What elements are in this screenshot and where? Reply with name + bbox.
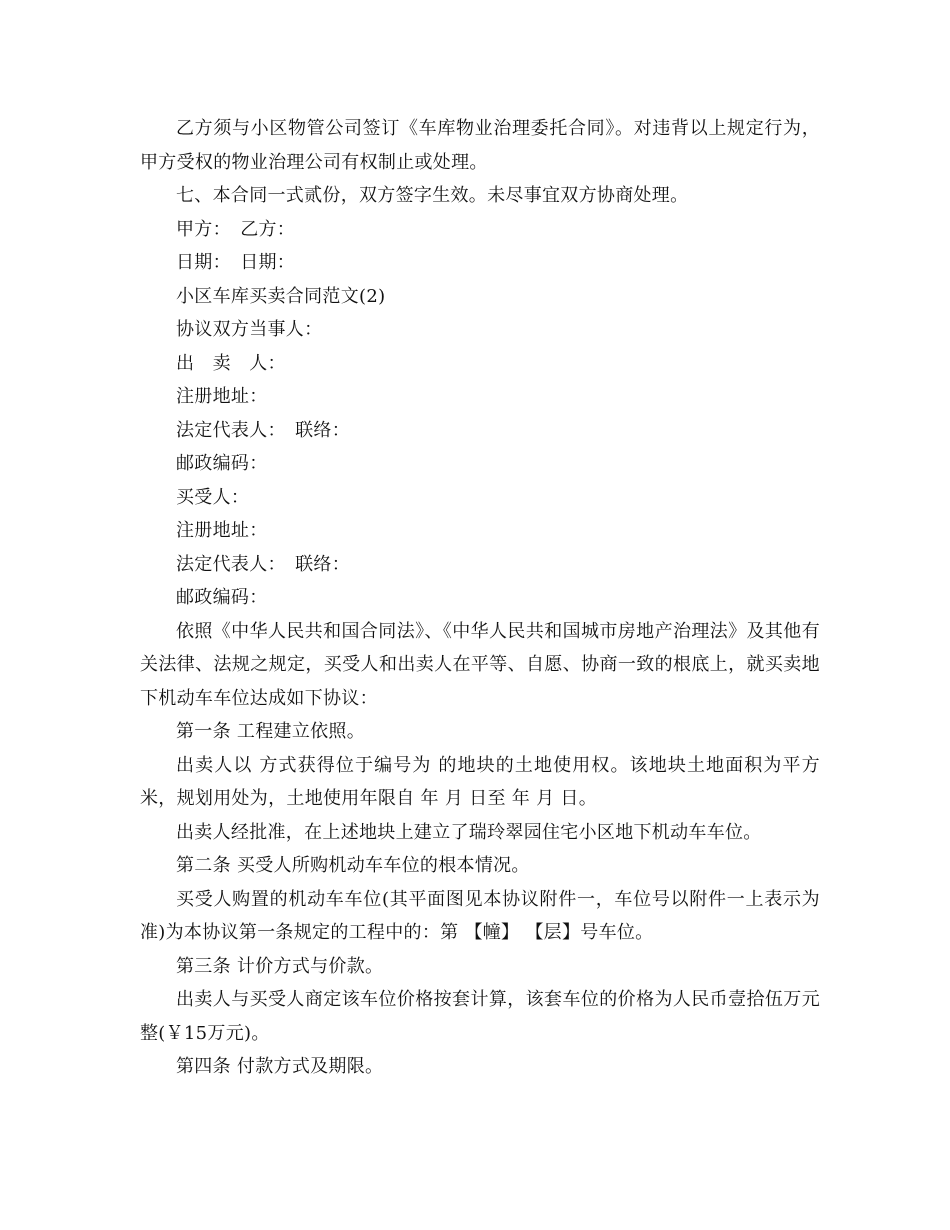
paragraph-3: 甲方： 乙方： [176, 218, 296, 240]
paragraph-20: 买受人购置的机动车车位(其平面图见本协议附件一，车位号以附件一上表示为准)为本协议第一条规定的工程中的：第 【幢】 【层】号车位。 [140, 888, 820, 943]
paragraph-21: 第三条 计价方式与价款。 [176, 955, 384, 977]
paragraph-15: 依照《中华人民共和国合同法》、《中华人民共和国城市房地产治理法》及其他有关法律、法规之规定，买受人和出卖人在平等、自愿、协商一致的根底上，就买卖地下机动车车位达成如下协议： [140, 620, 820, 709]
paragraph-9: 法定代表人： 联络： [176, 419, 350, 441]
paragraph-12: 注册地址： [176, 520, 268, 541]
paragraph-16: 第一条 工程建立依照。 [176, 721, 366, 742]
paragraph-8: 注册地址： [176, 386, 268, 407]
paragraph-11: 买受人： [176, 486, 250, 508]
paragraph-18: 出卖人经批准，在上述地块上建立了瑞玲翠园住宅小区地下机动车车位。 [176, 821, 762, 843]
paragraph-5: 小区车库买卖合同范文(2) [176, 285, 386, 307]
document-body [140, 112, 820, 1084]
paragraph-13: 法定代表人： 联络： [176, 553, 350, 575]
paragraph-14: 邮政编码： [176, 587, 268, 608]
paragraph-6: 协议双方当事人： [176, 319, 323, 340]
paragraph-4: 日期： 日期： [176, 252, 296, 273]
paragraph-19: 第二条 买受人所购机动车车位的根本情况。 [176, 855, 530, 876]
paragraph-2: 七、本合同一式贰份，双方签字生效。未尽事宜双方协商处理。 [176, 185, 689, 206]
paragraph-17: 出卖人以 方式获得位于编号为 的地块的土地使用权。该地块土地面积为平方米，规划用处为，土地使用年限自 年 月 日至 年 月 日。 [140, 754, 820, 809]
paragraph-10: 邮政编码： [176, 453, 268, 474]
paragraph-1: 乙方须与小区物管公司签订《车库物业治理委托合同》。对违背以上规定行为，甲方受权的物业治理公司有权制止或处理。 [140, 118, 820, 173]
paragraph-22: 出卖人与买受人商定该车位价格按套计算，该套车位的价格为人民币壹拾伍万元整(￥15万元)。 [140, 989, 820, 1044]
paragraph-23: 第四条 付款方式及期限。 [176, 1056, 384, 1077]
paragraph-7: 出 卖 人： [176, 352, 286, 374]
